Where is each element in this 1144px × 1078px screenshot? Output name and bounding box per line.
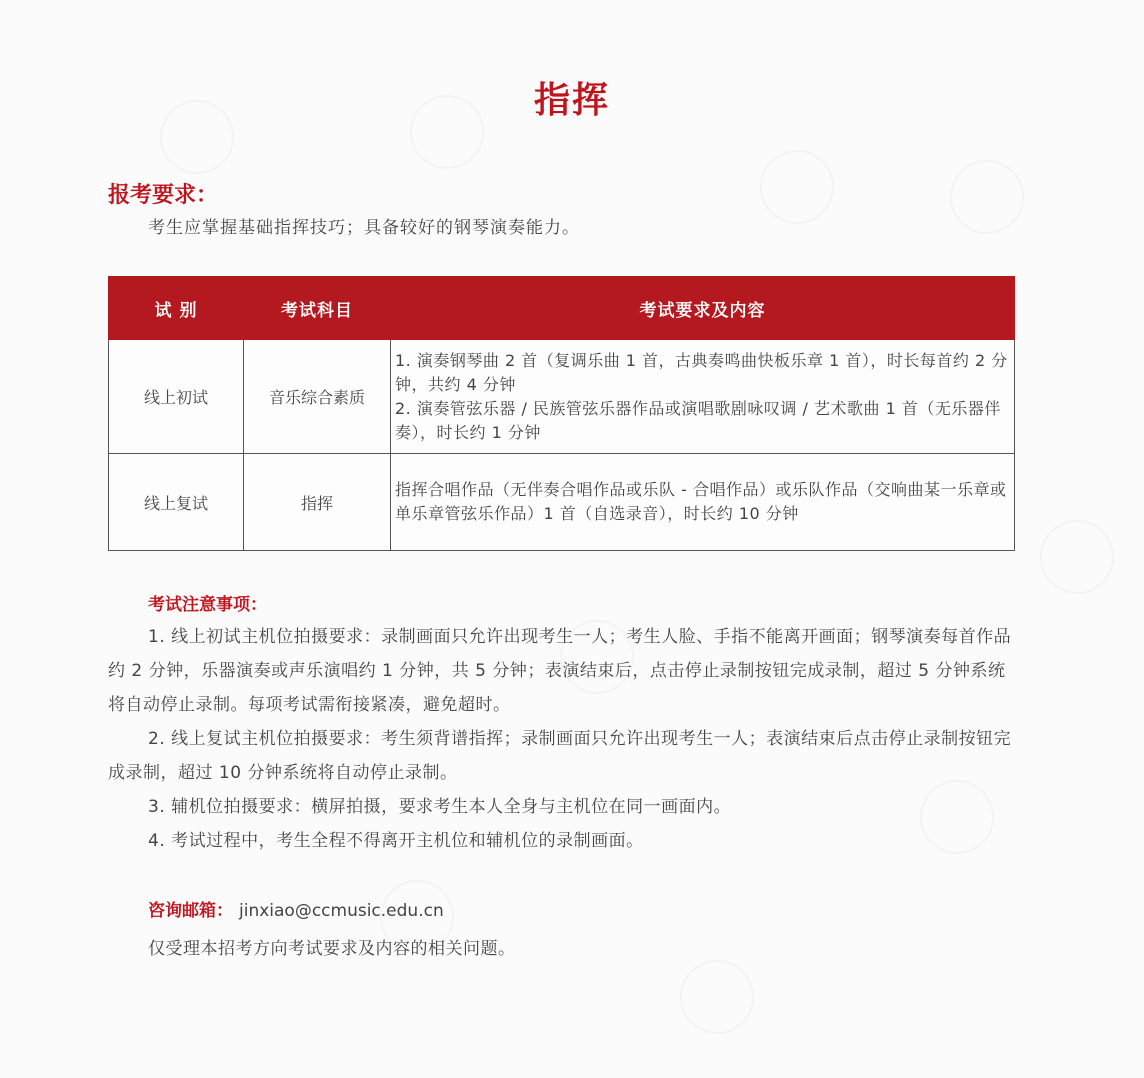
- content-line: 指挥合唱作品（无伴奏合唱作品或乐队 - 合唱作品）或乐队作品（交响曲某一乐章或单乐章管弦乐作品）1 首（自选录音），时长约 10 分钟: [395, 480, 1007, 523]
- requirements-heading: 报考要求：: [108, 183, 219, 208]
- header-content: 考试要求及内容: [391, 277, 1015, 340]
- content-line: 1. 演奏钢琴曲 2 首（复调乐曲 1 首，古典奏鸣曲快板乐章 1 首），时长每首约 2 分钟，共约 4 分钟: [395, 350, 1008, 394]
- contact-email[interactable]: jinxiao@ccmusic.edu.cn: [239, 901, 444, 921]
- page-title: 指挥: [533, 80, 610, 121]
- header-subject: 考试科目: [244, 277, 391, 340]
- contact-line: [148, 896, 444, 921]
- content-line: 2. 演奏管弦乐器 / 民族管弦乐器作品或演唱歌剧咏叹调 / 艺术歌曲 1 首（无乐器伴奏），时长约 1 分钟: [395, 398, 1001, 442]
- exam-table: [108, 276, 1015, 551]
- note-item: 2. 线上复试主机位拍摄要求：考生须背谱指挥；录制画面只允许出现考生一人；表演结束后点击停止录制按钮完成录制，超过 10 分钟系统将自动停止录制。: [108, 729, 1012, 783]
- table-row: [109, 454, 1015, 551]
- notes-list: [108, 620, 1018, 858]
- subject-cell: 指挥: [244, 454, 391, 551]
- subject-cell: 音乐综合素质: [244, 340, 391, 454]
- note-item: 1. 线上初试主机位拍摄要求：录制画面只允许出现考生一人；考生人脸、手指不能离开画面；钢琴演奏每首作品约 2 分钟，乐器演奏或声乐演唱约 1 分钟，共 5 分钟；表演结束后，点击停止录制按钮完成录制，超过 5 分钟系统将自动停止录制。每项考试需衔接紧凑，避免超时。: [108, 627, 1012, 715]
- table-row: [109, 340, 1015, 454]
- note-item: 4. 考试过程中，考生全程不得离开主机位和辅机位的录制画面。: [148, 831, 644, 851]
- notes-heading: 考试注意事项：: [148, 595, 267, 615]
- header-stage: 试 别: [109, 277, 244, 340]
- stage-cell: 线上复试: [109, 454, 244, 551]
- content-cell: [391, 340, 1015, 454]
- table-header-row: [109, 277, 1015, 340]
- requirements-text: 考生应掌握基础指挥技巧；具备较好的钢琴演奏能力。: [148, 218, 580, 238]
- note-item: 3. 辅机位拍摄要求：横屏拍摄，要求考生本人全身与主机位在同一画面内。: [148, 797, 732, 817]
- contact-label: 咨询邮箱：: [148, 901, 233, 921]
- contact-scope: 仅受理本招考方向考试要求及内容的相关问题。: [148, 939, 516, 959]
- content-cell: [391, 454, 1015, 551]
- stage-cell: 线上初试: [109, 340, 244, 454]
